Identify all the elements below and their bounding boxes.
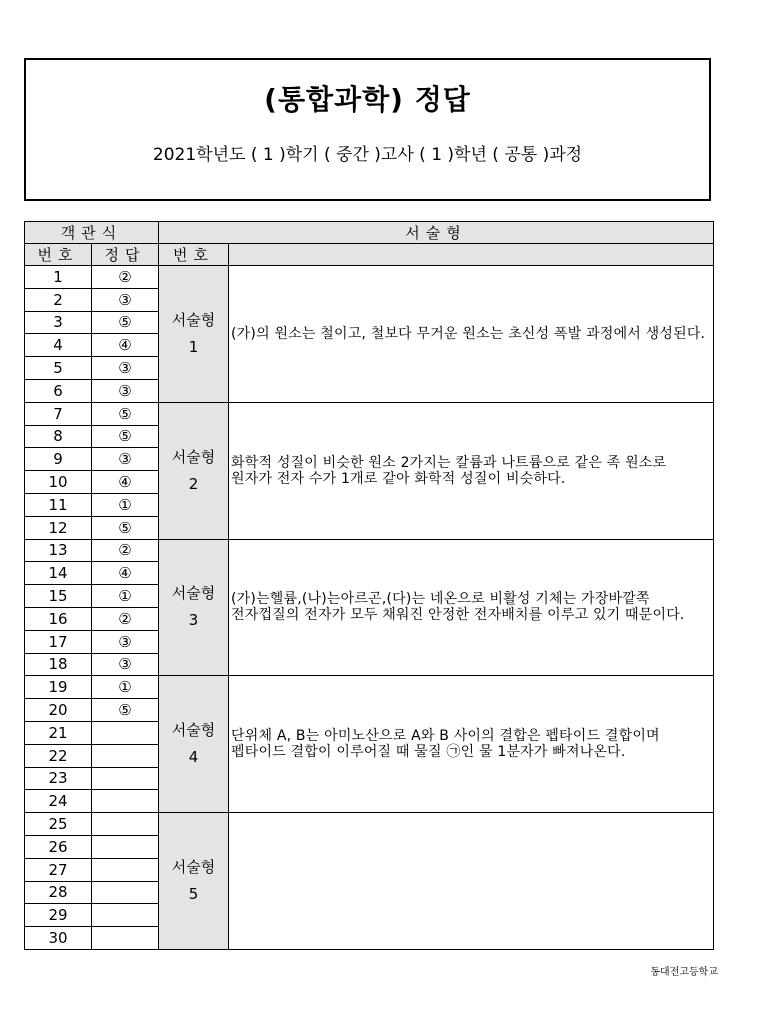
answer-cell	[92, 927, 159, 950]
essay-number-cell	[159, 813, 229, 950]
answer-cell: ①	[92, 676, 159, 699]
essay-number: 1	[188, 337, 199, 356]
question-number: 19	[25, 676, 92, 699]
question-number: 24	[25, 790, 92, 813]
essay-answer: 화학적 성질이 비슷한 원소 2가지는 칼륨과 나트륨으로 같은 족 원소로 원자가 전자 수가 1개로 같아 화학적 성질이 비슷하다.	[229, 402, 714, 539]
answer-cell: ④	[92, 471, 159, 494]
question-number: 2	[25, 288, 92, 311]
answer-cell: ⑤	[92, 425, 159, 448]
question-number: 5	[25, 357, 92, 380]
answer-cell: ③	[92, 630, 159, 653]
exam-info: 2021학년도 ( 1 )학기 ( 중간 )고사 ( 1 )학년 ( 공통 )과정	[152, 145, 583, 165]
question-number: 7	[25, 402, 92, 425]
essay-number: 4	[188, 748, 199, 767]
title-box	[24, 58, 711, 201]
question-number: 23	[25, 767, 92, 790]
essay-answer: (가)의 원소는 철이고, 철보다 무거운 원소는 초신성 폭발 과정에서 생성된다.	[229, 266, 714, 403]
question-number: 1	[25, 266, 92, 289]
question-number: 28	[25, 881, 92, 904]
answer-cell	[92, 835, 159, 858]
essay-number-cell	[159, 266, 229, 403]
question-number: 14	[25, 562, 92, 585]
question-number: 10	[25, 471, 92, 494]
answer-cell: ⑤	[92, 311, 159, 334]
essay-header: 서술형	[159, 222, 714, 244]
answer-cell: ⑤	[92, 699, 159, 722]
col-essay-number-header: 번호	[159, 244, 229, 266]
essay-answer: (가)는헬륨,(나)는아르곤,(다)는 네온으로 비활성 기체는 가장바깥쪽 전자껍질의 전자가 모두 채워진 안정한 전자배치를 이루고 있기 때문이다.	[229, 539, 714, 676]
question-number: 13	[25, 539, 92, 562]
answer-table	[24, 221, 714, 950]
answer-cell: ③	[92, 448, 159, 471]
essay-number-cell	[159, 539, 229, 676]
answer-cell	[92, 813, 159, 836]
essay-label: 서술형	[171, 310, 216, 329]
col-number-header: 번호	[25, 244, 92, 266]
question-number: 21	[25, 721, 92, 744]
essay-number-cell	[159, 676, 229, 813]
answer-cell: ④	[92, 334, 159, 357]
question-number: 18	[25, 653, 92, 676]
question-number: 3	[25, 311, 92, 334]
answer-cell	[92, 767, 159, 790]
essay-answer	[229, 813, 714, 950]
question-number: 26	[25, 835, 92, 858]
col-answer-header: 정답	[92, 244, 159, 266]
answer-cell: ③	[92, 357, 159, 380]
answer-cell: ③	[92, 288, 159, 311]
question-number: 27	[25, 858, 92, 881]
essay-label: 서술형	[171, 447, 216, 466]
answer-row	[25, 402, 714, 425]
answer-cell	[92, 790, 159, 813]
essay-number: 3	[188, 611, 199, 630]
answer-row	[25, 813, 714, 836]
page-title: (통합과학) 정답	[264, 83, 471, 116]
school-name: 동대전고등학교	[650, 967, 718, 978]
question-number: 16	[25, 607, 92, 630]
answer-cell: ①	[92, 493, 159, 516]
answer-cell	[92, 858, 159, 881]
question-number: 11	[25, 493, 92, 516]
question-number: 12	[25, 516, 92, 539]
objective-header: 객관식	[25, 222, 159, 244]
answer-cell: ④	[92, 562, 159, 585]
essay-number: 2	[188, 474, 199, 493]
question-number: 17	[25, 630, 92, 653]
answer-cell	[92, 744, 159, 767]
question-number: 6	[25, 379, 92, 402]
question-number: 15	[25, 585, 92, 608]
question-number: 8	[25, 425, 92, 448]
answer-cell: ②	[92, 539, 159, 562]
col-essay-answer-header	[229, 244, 714, 266]
question-number: 4	[25, 334, 92, 357]
essay-label: 서술형	[171, 858, 216, 877]
answer-cell	[92, 721, 159, 744]
answer-cell	[92, 881, 159, 904]
answer-cell	[92, 904, 159, 927]
answer-row	[25, 266, 714, 289]
answer-cell: ①	[92, 585, 159, 608]
essay-label: 서술형	[171, 584, 216, 603]
question-number: 29	[25, 904, 92, 927]
question-number: 25	[25, 813, 92, 836]
answer-cell: ③	[92, 379, 159, 402]
answer-row	[25, 676, 714, 699]
answer-cell: ③	[92, 653, 159, 676]
answer-cell: ⑤	[92, 516, 159, 539]
answer-cell: ②	[92, 607, 159, 630]
essay-number-cell	[159, 402, 229, 539]
answer-cell: ②	[92, 266, 159, 289]
question-number: 20	[25, 699, 92, 722]
answer-cell: ⑤	[92, 402, 159, 425]
question-number: 9	[25, 448, 92, 471]
essay-answer: 단위체 A, B는 아미노산으로 A와 B 사이의 결합은 펩타이드 결합이며 펩타이드 결합이 이루어질 때 물질 ㉠인 물 1분자가 빠져나온다.	[229, 676, 714, 813]
essay-label: 서술형	[171, 721, 216, 740]
question-number: 30	[25, 927, 92, 950]
answer-row	[25, 539, 714, 562]
essay-number: 5	[188, 885, 199, 904]
question-number: 22	[25, 744, 92, 767]
